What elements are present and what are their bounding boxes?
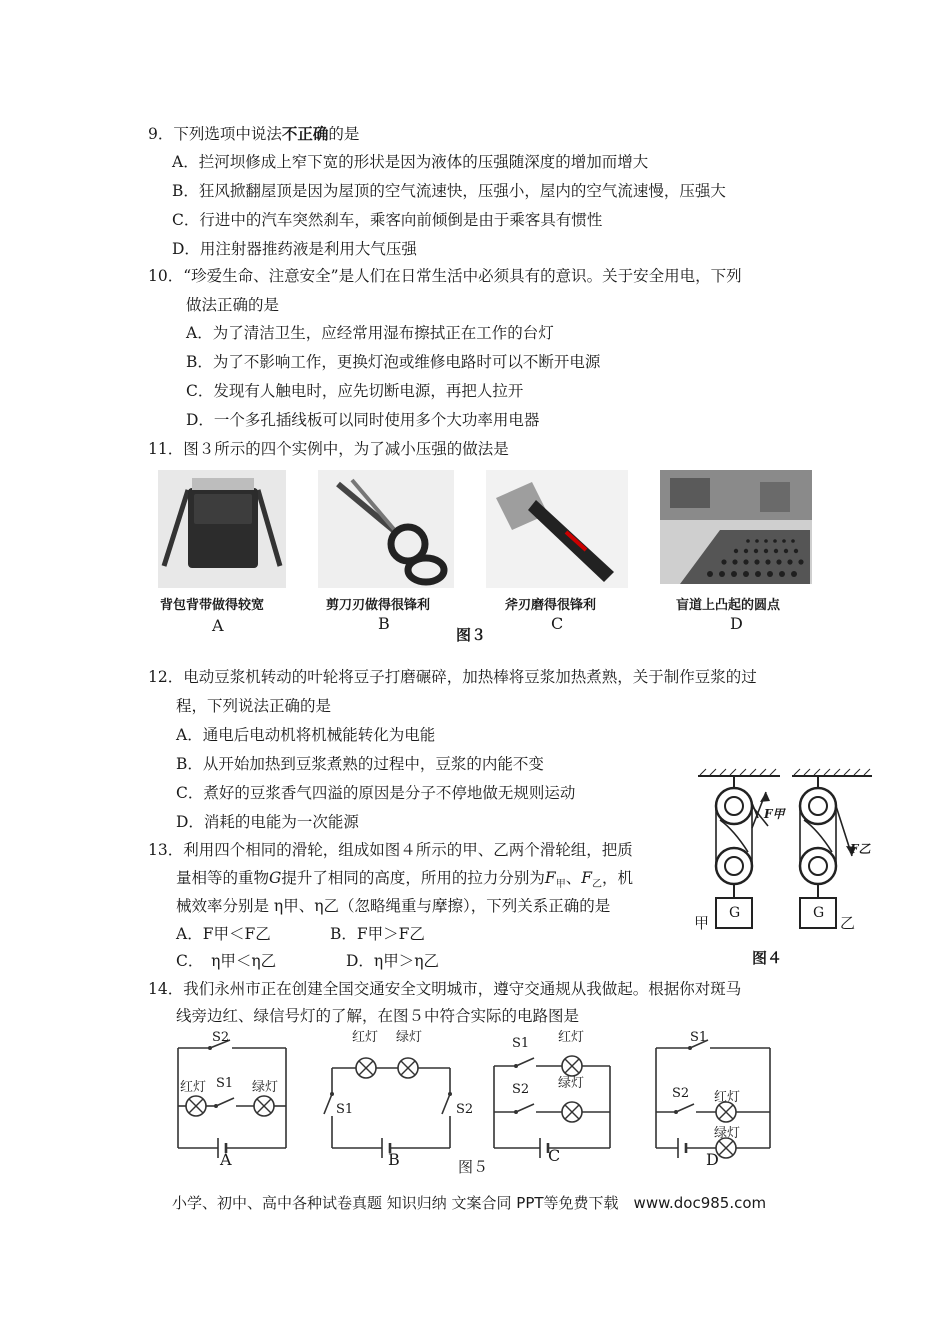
photo-caption-b: 剪刀刃做得很锋利 <box>326 598 431 613</box>
bag-illustration <box>158 470 286 588</box>
q10-stem-line1: 10．“珍爱生命、注意安全”是人们在日常生活中必须具有的意识。关于安全用电，下列 <box>148 267 742 285</box>
q13-stem-line2-a: 量相等的重物 <box>176 869 270 887</box>
circuit-letter-b: B <box>388 1150 400 1169</box>
axe-illustration <box>486 470 628 588</box>
force-label-yi: F乙 <box>850 842 871 856</box>
q13-sub-yi: 乙 <box>591 879 602 891</box>
q13-force-symbol-1: F <box>544 869 556 887</box>
q10-option-c: C．发现有人触电时，应先切断电源，再把人拉开 <box>186 382 524 400</box>
circuit-b-green-lamp: 绿灯 <box>396 1030 423 1045</box>
q9-stem <box>148 124 359 144</box>
q12-option-b: B．从开始加热到豆浆煮熟的过程中，豆浆的内能不变 <box>176 755 544 773</box>
q14-stem-line2: 线旁边红、绿信号灯的了解，在图５中符合实际的电路图是 <box>176 1007 580 1025</box>
figure-4-pulleys <box>690 768 890 968</box>
circuit-b-red-lamp: 红灯 <box>352 1030 379 1045</box>
figure-3-caption: 图３ <box>456 626 487 644</box>
tactile-paving-illustration <box>660 470 812 584</box>
circuit-letter-c: C <box>548 1146 561 1165</box>
circuit-a-s1: S1 <box>216 1076 234 1091</box>
circuit-b-s2: S2 <box>456 1102 474 1117</box>
q9-option-a: A．拦河坝修成上窄下宽的形状是因为液体的压强随深度的增加而增大 <box>172 153 649 171</box>
circuit-b-s1: S1 <box>336 1102 354 1117</box>
scissors-illustration <box>318 470 454 588</box>
q9-stem-pre: 9．下列选项中说法 <box>148 125 282 143</box>
circuit-c <box>494 1058 610 1148</box>
q10-option-b: B．为了不影响工作，更换灯泡或维修电路时可以不断开电源 <box>186 353 601 371</box>
q9-option-d: D．用注射器推药液是利用大气压强 <box>172 240 417 258</box>
photo-bag <box>158 470 286 588</box>
q13-sub-jia: 甲 <box>555 879 566 891</box>
pulley-label-jia: 甲 <box>694 914 710 932</box>
q13-option-d: D．η甲＞η乙 <box>346 952 440 970</box>
q10-option-a: A．为了清洁卫生，应经常用湿布擦拭正在工作的台灯 <box>186 324 554 342</box>
circuit-d-s1: S1 <box>690 1030 708 1045</box>
photo-axe <box>486 470 628 588</box>
circuit-d-red-lamp: 红灯 <box>714 1090 741 1105</box>
q13-option-b: B．F甲＞F乙 <box>330 925 425 943</box>
figure-5-caption: 图５ <box>458 1158 489 1176</box>
circuit-c-red-lamp: 红灯 <box>558 1030 585 1045</box>
q13-stem-line2 <box>176 868 633 895</box>
weight-label-yi: G <box>813 905 825 921</box>
q9-stem-emphasis: 不正确 <box>281 125 329 143</box>
circuit-a-green-lamp: 绿灯 <box>252 1080 279 1095</box>
photo-letter-c: C <box>551 614 564 633</box>
photo-caption-a: 背包背带做得较宽 <box>160 598 265 613</box>
q9-option-c: C．行进中的汽车突然刹车，乘客向前倾倒是由于乘客具有惯性 <box>172 211 603 229</box>
q13-force-symbol-2: F <box>581 869 592 887</box>
q13-stem-line1: 13．利用四个相同的滑轮，组成如图４所示的甲、乙两个滑轮组，把质 <box>148 841 633 859</box>
photo-caption-d: 盲道上凸起的圆点 <box>676 598 781 613</box>
pulley-label-yi: 乙 <box>840 914 856 932</box>
q9-option-b: B．狂风掀翻屋顶是因为屋顶的空气流速快，压强小，屋内的空气流速慢，压强大 <box>172 182 726 200</box>
q13-stem-line2-b: 提升了相同的高度，所用的拉力分别为 <box>281 869 545 887</box>
photo-letter-a: A <box>212 616 224 635</box>
circuit-c-s1: S1 <box>512 1036 530 1051</box>
circuit-letter-d: D <box>706 1150 719 1169</box>
circuit-a-s2: S2 <box>212 1030 230 1045</box>
q11-stem: 11．图３所示的四个实例中，为了减小压强的做法是 <box>148 440 509 458</box>
photo-scissors <box>318 470 454 588</box>
q13-stem-line2-end: ，机 <box>601 869 633 887</box>
photo-caption-c: 斧刃磨得很锋利 <box>505 598 597 613</box>
q12-option-a: A．通电后电动机将机械能转化为电能 <box>176 726 436 744</box>
photo-tactile-paving <box>660 470 812 584</box>
q12-option-c: C．煮好的豆浆香气四溢的原因是分子不停地做无规则运动 <box>176 784 576 802</box>
photo-letter-b: B <box>378 614 390 633</box>
figure-4-caption: 图４ <box>752 949 783 967</box>
circuit-c-green-lamp: 绿灯 <box>558 1076 585 1091</box>
footer-download-note: 小学、初中、高中各种试卷真题 知识归纳 文案合同 PPT等免费下载 www.doc985.com <box>172 1194 767 1212</box>
q10-stem-line2: 做法正确的是 <box>186 296 280 314</box>
q14-stem-line1: 14．我们永州市正在创建全国交通安全文明城市，遵守交通规从我做起。根据你对斑马 <box>148 980 742 998</box>
weight-label-jia: G <box>729 905 741 921</box>
q12-stem-line1: 12．电动豆浆机转动的叶轮将豆子打磨碾碎，加热棒将豆浆加热煮熟，关于制作豆浆的过 <box>148 668 757 686</box>
photo-letter-d: D <box>730 614 743 633</box>
circuit-d-green-lamp: 绿灯 <box>714 1126 741 1141</box>
q13-sep: 、 <box>565 869 582 887</box>
q12-stem-line2: 程，下列说法正确的是 <box>176 697 332 715</box>
q13-option-a: A．F甲＜F乙 <box>176 925 271 943</box>
q13-stem-line3: 械效率分别是 η甲、η乙（忽略绳重与摩擦），下列关系正确的是 <box>176 897 611 915</box>
circuit-a-red-lamp: 红灯 <box>180 1080 207 1095</box>
force-label-jia: F甲 <box>764 807 785 821</box>
circuit-c-s2: S2 <box>512 1082 530 1097</box>
q12-option-d: D．消耗的电能为一次能源 <box>176 813 359 831</box>
q9-stem-post: 的是 <box>328 125 360 143</box>
q13-option-c: C． η甲＜η乙 <box>176 952 277 970</box>
circuit-d-s2: S2 <box>672 1086 690 1101</box>
q13-weight-symbol: G <box>269 869 282 887</box>
circuit-letter-a: A <box>220 1150 232 1169</box>
q10-option-d: D．一个多孔插线板可以同时使用多个大功率用电器 <box>186 411 540 429</box>
